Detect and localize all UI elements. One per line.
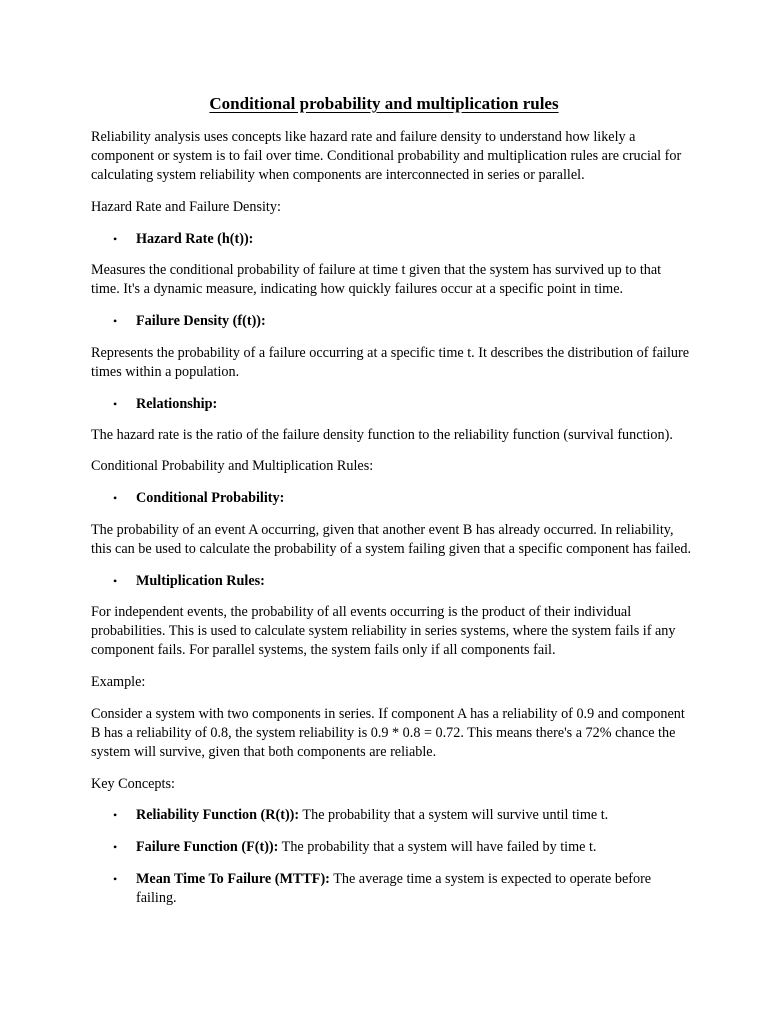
text-line: calculating system reliability when components are interconnected in series or parallel.: [91, 167, 585, 183]
bullet-text: The probability that a system will survive until time t.: [299, 807, 609, 823]
bullet-label: Relationship:: [136, 396, 218, 412]
bullet-label: Mean Time To Failure (MTTF):: [136, 871, 330, 887]
text-line: Represents the probability of a failure occurring at a specific time t. It describes the distribution of failure: [91, 345, 690, 361]
text-line: The hazard rate is the ratio of the failure density function to the reliability function (survival function).: [91, 427, 673, 443]
bullet-icon: •: [113, 872, 118, 886]
bullet-label: Hazard Rate (h(t)):: [136, 231, 254, 247]
page-title: Conditional probability and multiplication rules: [209, 94, 559, 113]
example-heading: Example:: [91, 674, 146, 690]
text-line: system will survive, given that both components are reliable.: [91, 744, 437, 760]
hazard-rate-description: [91, 261, 691, 299]
text-line: time. It's a dynamic measure, indicating how quickly failures occur at a specific point in time.: [91, 281, 624, 297]
section-heading-hazard-density: Hazard Rate and Failure Density:: [91, 199, 281, 215]
text-line: Consider a system with two components in series. If component A has a reliability of 0.9 and component: [91, 706, 685, 722]
text-line: this can be used to calculate the probability of a system failing given that a specific component has failed.: [91, 541, 692, 557]
text-line: B has a reliability of 0.8, the system reliability is 0.9 * 0.8 = 0.72. This means there's a 72% chance the: [91, 725, 676, 741]
text-line: Reliability analysis uses concepts like hazard rate and failure density to understand how likely a: [91, 129, 636, 145]
bullet-text-continuation: failing.: [136, 890, 177, 906]
example-paragraph: [91, 705, 691, 762]
bullet-icon: •: [113, 314, 118, 328]
bullet-text: The probability that a system will have failed by time t.: [278, 839, 597, 855]
text-line: times within a population.: [91, 364, 240, 380]
key-concepts-heading: Key Concepts:: [91, 776, 175, 792]
bullet-icon: •: [113, 232, 118, 246]
text-line: component fails. For parallel systems, the system fails only if all components fail.: [91, 642, 556, 658]
failure-density-description: [91, 344, 691, 382]
relationship-description: [91, 426, 691, 445]
bullet-icon: •: [113, 808, 118, 822]
bullet-text: The average time a system is expected to operate before: [329, 871, 652, 887]
text-line: probabilities. This is used to calculate system reliability in series systems, where the system fails if any: [91, 623, 676, 639]
bullet-icon: •: [113, 397, 118, 411]
bullet-icon: •: [113, 491, 118, 505]
bullet-label: Failure Density (f(t)):: [136, 313, 266, 329]
section-heading-conditional-multiplication: Conditional Probability and Multiplication Rules:: [91, 458, 374, 474]
bullet-label: Conditional Probability:: [136, 490, 285, 506]
text-line: For independent events, the probability of all events occurring is the product of their individual: [91, 604, 632, 620]
bullet-label: Failure Function (F(t)):: [136, 839, 279, 855]
bullet-label: Multiplication Rules:: [136, 573, 265, 589]
intro-paragraph: [91, 128, 691, 185]
text-line: Measures the conditional probability of failure at time t given that the system has survived up to that: [91, 262, 662, 278]
bullet-label: Reliability Function (R(t)):: [136, 807, 300, 823]
text-line: component or system is to fail over time. Conditional probability and multiplication rules are crucial for: [91, 148, 682, 164]
conditional-probability-description: [91, 521, 691, 559]
text-line: The probability of an event A occurring, given that another event B has already occurred. In reliability,: [91, 522, 674, 538]
multiplication-rules-description: [91, 603, 691, 660]
bullet-icon: •: [113, 574, 118, 588]
bullet-icon: •: [113, 840, 118, 854]
